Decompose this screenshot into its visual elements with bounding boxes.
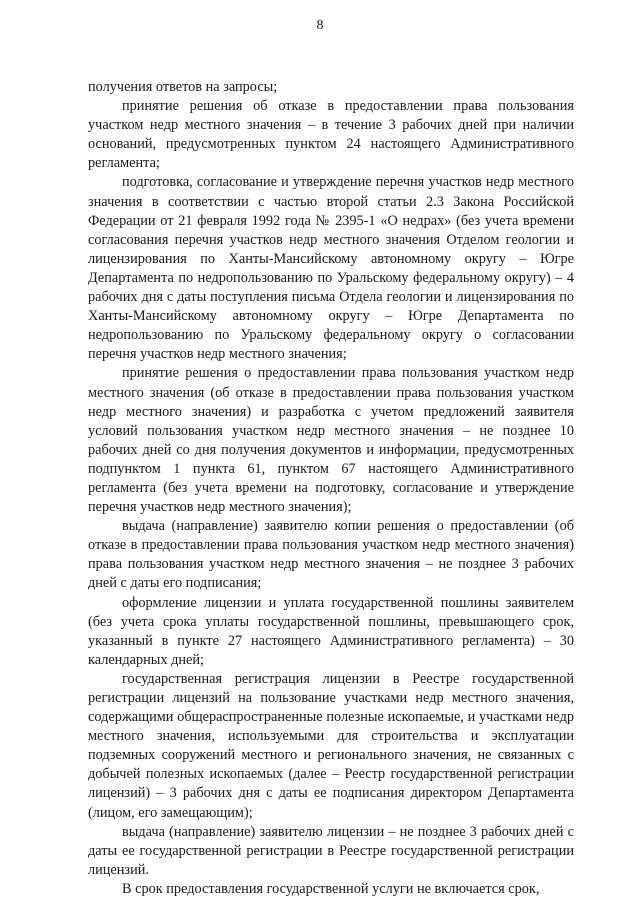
paragraph-grant-decision: принятие решения о предоставлении права пользования участком недр местного значения (об отказе в предоставлении права пользования участком недр местного значения) и разработка с учетом предложений заявителя условий пользования участком недр местного значения – не позднее 10 рабочих дней со дня получения документов и информации, предусмотренных подпунктом 1 пункта 61, пунктом 67 настоящего Административного регламента (без учета времени на подготовку, согласование и утверждение перечня участков недр местного значения); bbox=[88, 365, 574, 516]
paragraph-refusal-decision: принятие решения об отказе в предоставлении права пользования участком недр местного значения – в течение 3 рабочих дней при наличии оснований, предусмотренных пунктом 24 настоящего Административного регламента; bbox=[88, 98, 574, 172]
paragraph-list-preparation: подготовка, согласование и утверждение перечня участков недр местного значения в соответствии с частью второй статьи 2.3 Закона Российской Федерации от 21 февраля 1992 года № 2395-1 «О недрах» (без учета времени согласования перечня участков недр местного значения Отделом геологии и лицензирования по Ханты-Мансийскому автономному округу – Югре Департамента по недропользованию по Уральскому федеральному округу) – 4 рабочих дня с даты поступления письма Отдела геологии и лицензирования по Ханты-Мансийскому автономному округу – Югре Департамента по недропользованию по Уральскому федеральному округу о согласовании перечня участков недр местного значения; bbox=[88, 174, 574, 363]
paragraph-license-issuance: оформление лицензии и уплата государственной пошлины заявителем (без учета срока уплаты государственной пошлины, превышающего срок, указанный в пункте 27 настоящего Административного регламента) – 30 календарных дней; bbox=[88, 594, 574, 668]
paragraph-license-registration: государственная регистрация лицензии в Реестре государственной регистрации лицензий на пользование участками недр местного значения, содержащими общераспространенные полезные ископаемые, и участками недр местного значения, используемыми для строительства и эксплуатации подземных сооружений местного и регионального значения, не связанных с добычей полезных ископаемых (далее – Реестр государственной регистрации лицензий) – 3 рабочих дня с даты ее подписания директором Департамента (лицом, его замещающим); bbox=[88, 670, 574, 821]
document-body bbox=[88, 78, 574, 899]
paragraph-continuation: получения ответов на запросы; bbox=[88, 79, 278, 95]
paragraph-license-delivery: выдача (направление) заявителю лицензии – не позднее 3 рабочих дней с даты ее государственной регистрации в Реестре государственной регистрации лицензий. bbox=[88, 823, 574, 878]
page-number: 8 bbox=[316, 18, 324, 33]
paragraph-decision-copy: выдача (направление) заявителю копии решения о предоставлении (об отказе в предоставлении права пользования участком недр местного значения) права пользования участком недр местного значения – не позднее 3 рабочих дней с даты его подписания; bbox=[88, 518, 574, 592]
paragraph-service-term: В срок предоставления государственной услуги не включается срок, bbox=[122, 880, 540, 897]
